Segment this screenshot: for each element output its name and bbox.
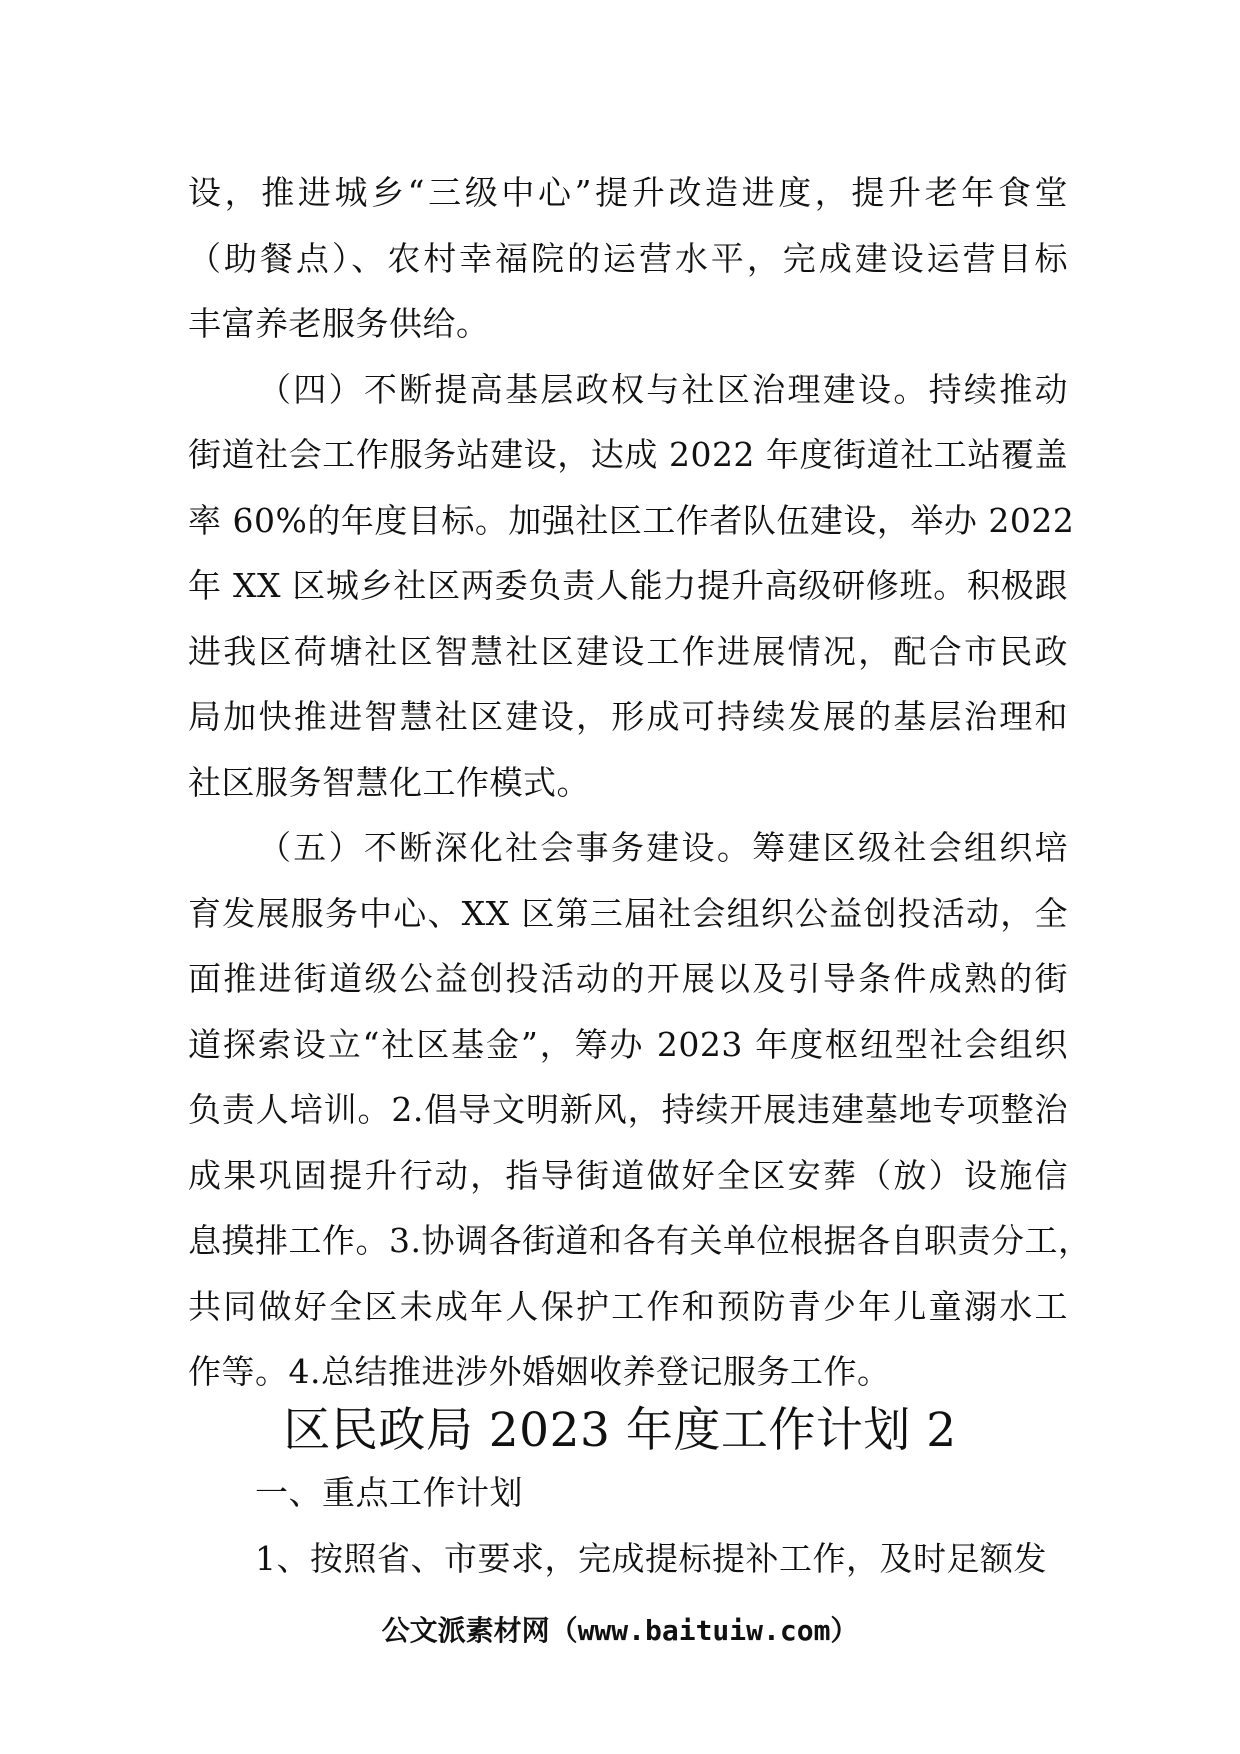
paragraph-line: （五）不断深化社会事务建设。筹建区级社会组织培 — [258, 828, 1068, 867]
paragraph-line: 育发展服务中心、XX 区第三届社会组织公益创投活动，全 — [188, 893, 1068, 933]
paragraph-line: 街道社会工作服务站建设，达成 2022 年度街道社工站覆盖 — [188, 435, 1068, 474]
paragraph-line: 负责人培训。2.倡导文明新风，持续开展违建墓地专项整治 — [188, 1090, 1068, 1129]
paragraph-line: 局加快推进智慧社区建设，形成可持续发展的基层治理和 — [188, 697, 1068, 736]
paragraph-line: 道探索设立“社区基金”，筹办 2023 年度枢纽型社会组织 — [188, 1024, 1068, 1064]
body-text — [188, 160, 1092, 1405]
paragraph-line: （四）不断提高基层政权与社区治理建设。持续推动 — [258, 369, 1068, 409]
footer-watermark: 公文派素材网（www.baituiw.com） — [381, 1614, 859, 1647]
paragraph-line: 作等。4.总结推进涉外婚姻收养登记服务工作。 — [188, 1352, 891, 1391]
paragraph-line: 共同做好全区未成年人保护工作和预防青少年儿童溺水工 — [188, 1286, 1068, 1326]
paragraph-line: 息摸排工作。3.协调各街道和各有关单位根据各自职责分工， — [188, 1221, 1092, 1260]
paragraph-line: 年 XX 区城乡社区两委负责人能力提升高级研修班。积极跟 — [188, 566, 1068, 605]
section-block — [255, 1460, 1068, 1592]
paragraph-line: 社区服务智慧化工作模式。 — [188, 762, 590, 802]
paragraph-line: 1、按照省、市要求，完成提标提补工作，及时足额发 — [255, 1539, 1047, 1578]
document-title: 区民政局 2023 年度工作计划 2 — [283, 1403, 957, 1458]
paragraph-line: 设，推进城乡“三级中心”提升改造进度，提升老年食堂 — [188, 173, 1068, 212]
paragraph-line: 丰富养老服务供给。 — [188, 304, 490, 343]
section-heading: 一、重点工作计划 — [255, 1473, 523, 1512]
paragraph-line: 率 60%的年度目标。加强社区工作者队伍建设，举办 2022 — [188, 500, 1075, 540]
paragraph-line: 进我区荷塘社区智慧社区建设工作进展情况，配合市民政 — [188, 631, 1068, 671]
paragraph-line: 成果巩固提升行动，指导街道做好全区安葬（放）设施信 — [188, 1155, 1068, 1195]
paragraph-line: 面推进街道级公益创投活动的开展以及引导条件成熟的街 — [188, 959, 1068, 998]
paragraph-line: （助餐点）、农村幸福院的运营水平，完成建设运营目标 — [188, 238, 1068, 278]
